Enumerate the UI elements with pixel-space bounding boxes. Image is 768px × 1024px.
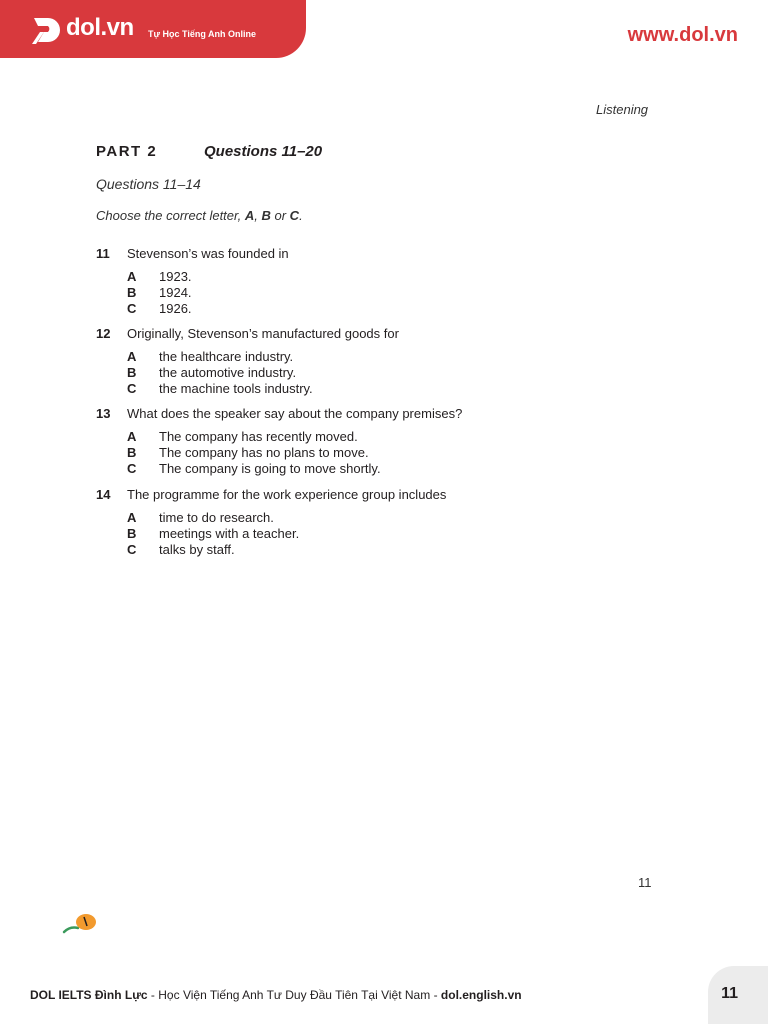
logo-tagline: Tự Học Tiếng Anh Online (148, 29, 257, 39)
question-text: What does the speaker say about the company premises? (127, 406, 463, 421)
option-a[interactable]: A the healthcare industry. (127, 349, 294, 364)
logo-text[interactable]: dol.vn (66, 14, 134, 41)
question-text: Originally, Stevenson’s manufactured goods for (127, 326, 399, 341)
option-list (96, 349, 656, 397)
footer-slogan: Học Viện Tiếng Anh Tư Duy Đầu Tiên Tại Việt Nam (158, 988, 431, 1002)
option-a[interactable]: A time to do research. (127, 510, 274, 525)
option-list (96, 429, 656, 477)
site-url-link[interactable]: www.dol.vn (627, 24, 738, 46)
footer-page-number: 11 (721, 985, 738, 1002)
option-list (96, 269, 656, 317)
question-13 (96, 405, 656, 477)
question-number: 14 (96, 487, 111, 502)
option-list (96, 510, 656, 558)
footer-link[interactable]: dol.english.vn (440, 988, 522, 1002)
part-title: PART 2 (96, 143, 158, 160)
bird-decoration-icon (62, 912, 98, 934)
option-c[interactable]: C 1926. (127, 301, 192, 316)
question-14 (96, 486, 656, 558)
question-number: 11 (96, 246, 110, 261)
header (0, 0, 768, 58)
option-c[interactable]: C The company is going to move shortly. (127, 461, 381, 476)
brand-block (0, 0, 306, 58)
footer-text: DOL IELTS Đình Lực - Học Viện Tiếng Anh Tư Duy Đầu Tiên Tại Việt Nam - dol.english.vn (30, 988, 522, 1002)
option-b[interactable]: B The company has no plans to move. (127, 445, 369, 460)
question-11 (96, 245, 656, 317)
footer-page-tab (708, 966, 768, 1024)
part-range: Questions 11–20 (204, 143, 323, 160)
option-a[interactable]: A The company has recently moved. (127, 429, 358, 444)
question-text: The programme for the work experience group includes (127, 487, 447, 502)
footer-brand: DOL IELTS Đình Lực (30, 988, 148, 1002)
option-b[interactable]: B 1924. (127, 285, 192, 300)
question-12 (96, 325, 656, 397)
dol-logo-icon (30, 14, 62, 46)
section-label: Listening (596, 102, 649, 117)
question-number: 13 (96, 406, 111, 421)
option-c[interactable]: C talks by staff. (127, 542, 235, 557)
instruction: Choose the correct letter, A, B or C. (96, 208, 303, 223)
question-number: 12 (96, 326, 111, 341)
option-a[interactable]: A 1923. (127, 269, 192, 284)
sub-range: Questions 11–14 (96, 176, 201, 192)
inner-page-number: 11 (638, 875, 652, 890)
option-b[interactable]: B meetings with a teacher. (127, 526, 300, 541)
option-b[interactable]: B the automotive industry. (127, 365, 297, 380)
question-text: Stevenson’s was founded in (127, 246, 289, 261)
option-c[interactable]: C the machine tools industry. (127, 381, 313, 396)
